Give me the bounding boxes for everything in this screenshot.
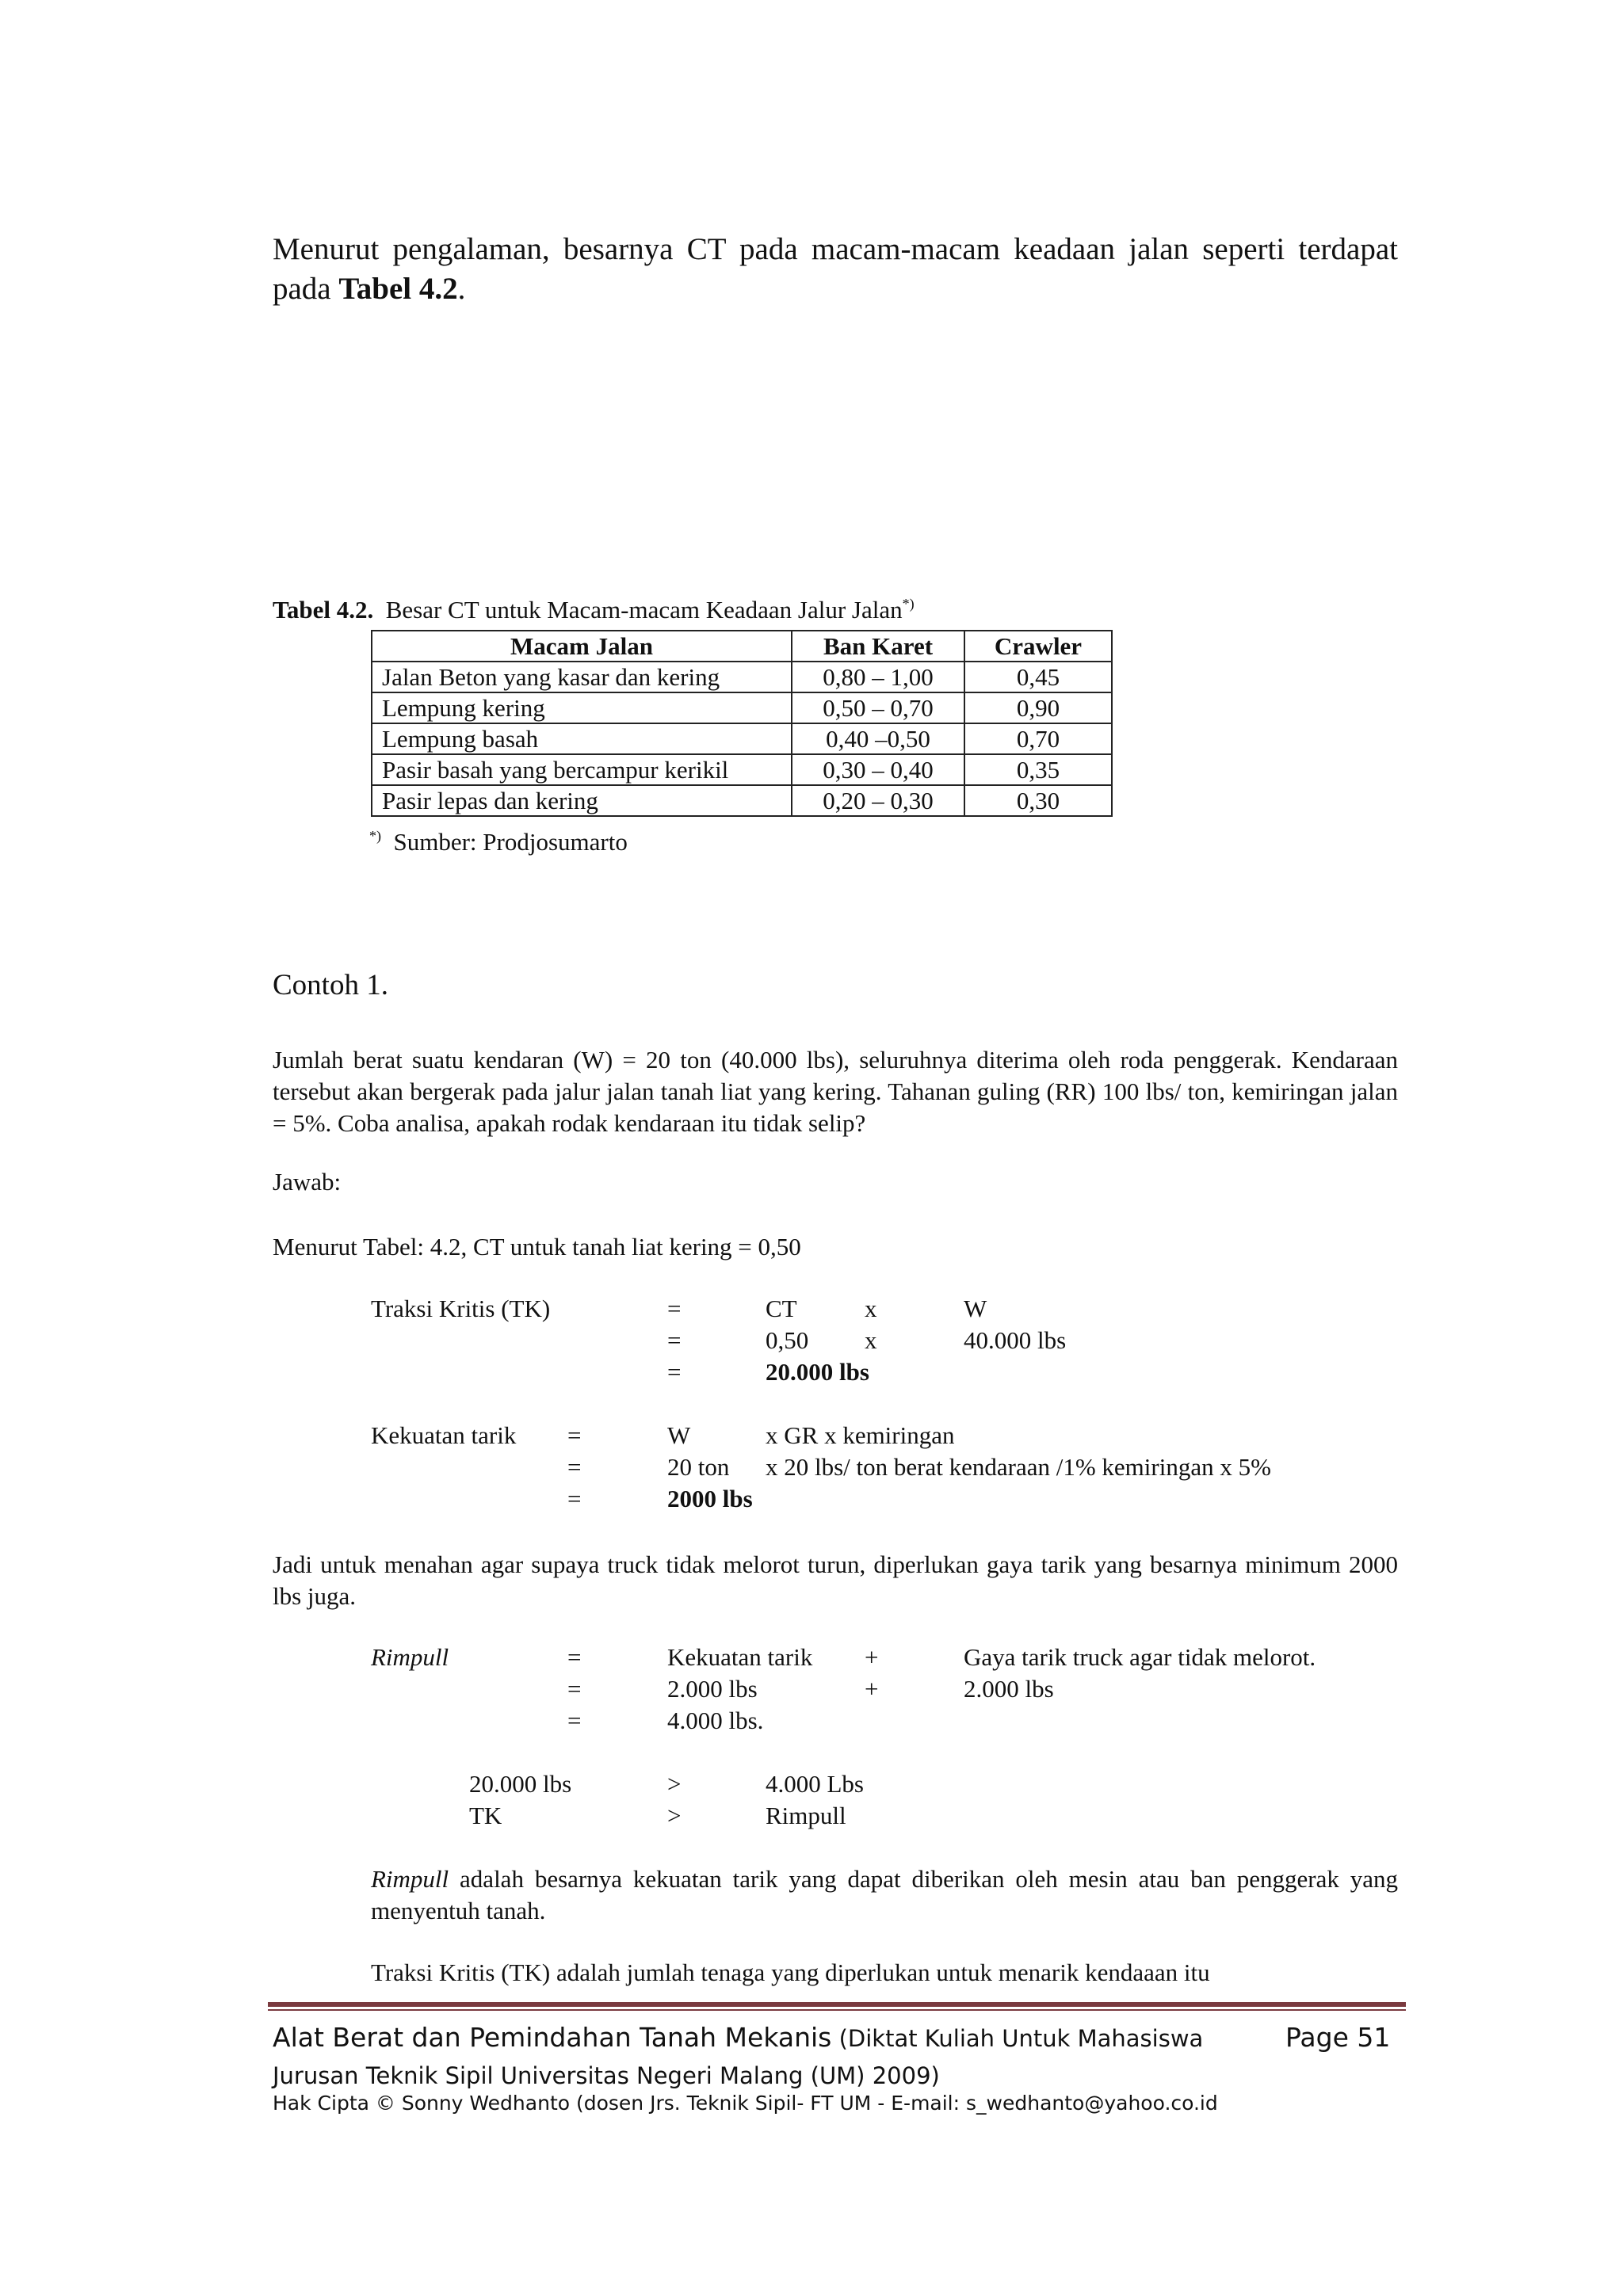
tk-definition: Traksi Kritis (TK) adalah jumlah tenaga yang diperlukan untuk menarik kendaaan itu [371,1958,1210,1986]
traksi-ct: CT [766,1295,797,1322]
answer-label: Jawab: [273,1168,342,1196]
kekuatan-label: Kekuatan tarik [371,1421,517,1449]
cell-macam-jalan: Lempung basah [372,723,792,754]
rimpull-result: 4.000 lbs. [667,1707,764,1734]
table-caption-mark: *) [902,596,915,612]
cell-ban-karet: 0,40 –0,50 [792,723,964,754]
compare-rimpull-value: 4.000 Lbs [766,1770,864,1798]
rimpull-eq-2: = [567,1675,582,1703]
table-caption-label: Tabel 4.2. [273,596,374,624]
footer-title-sub: (Diktat Kuliah Untuk Mahasiswa [831,2025,1204,2052]
table-row [372,662,1112,692]
rimpull-term-a: Kekuatan tarik [667,1643,813,1671]
rimpull-label: Rimpull [371,1643,449,1671]
traksi-w-value: 40.000 lbs [964,1326,1067,1354]
compare-tk-value: 20.000 lbs [469,1770,572,1798]
kekuatan-w: W [667,1421,691,1449]
cell-macam-jalan: Lempung kering [372,692,792,723]
traksi-eq-3: = [667,1358,682,1386]
intro-text: Menurut pengalaman, besarnya CT pada macam-macam keadaan jalan seperti terdapat pada [273,232,1398,306]
traksi-times-1: x [865,1295,877,1322]
traksi-label: Traksi Kritis (TK) [371,1295,551,1322]
ct-table [371,630,1113,817]
traksi-result: 20.000 lbs [766,1358,869,1386]
table-caption-text: Besar CT untuk Macam-macam Keadaan Jalur Jalan [385,596,903,624]
traksi-eq-1: = [667,1295,682,1322]
kekuatan-eq-3: = [567,1485,582,1512]
rimpull-eq-3: = [567,1707,582,1734]
header-crawler: Crawler [964,631,1112,662]
kekuatan-eq-2: = [567,1453,582,1481]
kekuatan-calculation: x 20 lbs/ ton berat kendaraan /1% kemiringan x 5% [766,1453,1271,1481]
example-problem: Jumlah berat suatu kendaran (W) = 20 ton (40.000 lbs), seluruhnya diterima oleh roda penggerak. Kendaraan tersebut akan bergerak pada jalur jalan tanah liat yang kering. Tahanan guling (RR) 100 lbs/ ton, kemiringan jalan = 5%. Coba analisa, apakah rodak kendaraan itu tidak selip? [273,1046,1398,1137]
rimpull-term-b: Gaya tarik truck agar tidak melorot. [964,1643,1316,1671]
footer-title-main: Alat Berat dan Pemindahan Tanah Mekanis [273,2022,832,2053]
footer-copyright: Hak Cipta © Sonny Wedhanto (dosen Jrs. Teknik Sipil- FT UM - E-mail: s_wedhanto@yahoo.co.id [273,2092,1218,2115]
rimpull-plus-1: + [865,1643,879,1671]
table-source-mark: *) [369,828,381,844]
kekuatan-formula: x GR x kemiringan [766,1421,955,1449]
table-row [372,692,1112,723]
header-ban-karet: Ban Karet [792,631,964,662]
footer-rule-thick [268,2002,1406,2007]
rimpull-definition-term: Rimpull [371,1865,449,1893]
intro-table-ref: Tabel 4.2 [338,272,458,306]
rimpull-definition-text: adalah besarnya kekuatan tarik yang dapat diberikan oleh mesin atau ban penggerak yang menyentuh tanah. [371,1865,1398,1924]
cell-ban-karet: 0,20 – 0,30 [792,785,964,816]
table-caption [273,596,915,624]
compare-tk: TK [469,1802,502,1829]
kekuatan-eq-1: = [567,1421,582,1449]
compare-gt-1: > [667,1770,682,1798]
traksi-ct-value: 0,50 [766,1326,809,1354]
cell-ban-karet: 0,30 – 0,40 [792,754,964,785]
table-source [369,828,628,856]
compare-gt-2: > [667,1802,682,1829]
kekuatan-weight: 20 ton [667,1453,730,1481]
rimpull-value-b: 2.000 lbs [964,1675,1054,1703]
header-macam-jalan: Macam Jalan [372,631,792,662]
example-title: Contoh 1. [273,969,388,1001]
table-row [372,723,1112,754]
intro-paragraph [273,230,1398,309]
table-reference-line: Menurut Tabel: 4.2, CT untuk tanah liat kering = 0,50 [273,1233,801,1261]
table-row [372,785,1112,816]
table-source-text: Sumber: Prodjosumarto [393,828,628,856]
cell-macam-jalan: Pasir lepas dan kering [372,785,792,816]
footer-title [273,2022,1203,2053]
rimpull-eq-1: = [567,1643,582,1671]
cell-ban-karet: 0,50 – 0,70 [792,692,964,723]
footer-rule-thin [268,2009,1406,2011]
rimpull-definition [371,1863,1398,1927]
cell-crawler: 0,30 [964,785,1112,816]
rimpull-value-a: 2.000 lbs [667,1675,758,1703]
rimpull-plus-2: + [865,1675,879,1703]
cell-macam-jalan: Pasir basah yang bercampur kerikil [372,754,792,785]
compare-rimpull: Rimpull [766,1802,846,1829]
cell-crawler: 0,90 [964,692,1112,723]
traksi-times-2: x [865,1326,877,1354]
table-header-row [372,631,1112,662]
conclusion-paragraph: Jadi untuk menahan agar supaya truck tidak melorot turun, diperlukan gaya tarik yang besarnya minimum 2000 lbs juga. [273,1550,1398,1610]
intro-end: . [457,272,466,306]
cell-ban-karet: 0,80 – 1,00 [792,662,964,692]
traksi-eq-2: = [667,1326,682,1354]
cell-crawler: 0,45 [964,662,1112,692]
table-row [372,754,1112,785]
cell-crawler: 0,70 [964,723,1112,754]
traksi-w: W [964,1295,987,1322]
cell-crawler: 0,35 [964,754,1112,785]
footer-institution: Jurusan Teknik Sipil Universitas Negeri Malang (UM) 2009) [273,2062,940,2089]
page-number: Page 51 [1285,2022,1391,2053]
kekuatan-result: 2000 lbs [667,1485,753,1512]
cell-macam-jalan: Jalan Beton yang kasar dan kering [372,662,792,692]
